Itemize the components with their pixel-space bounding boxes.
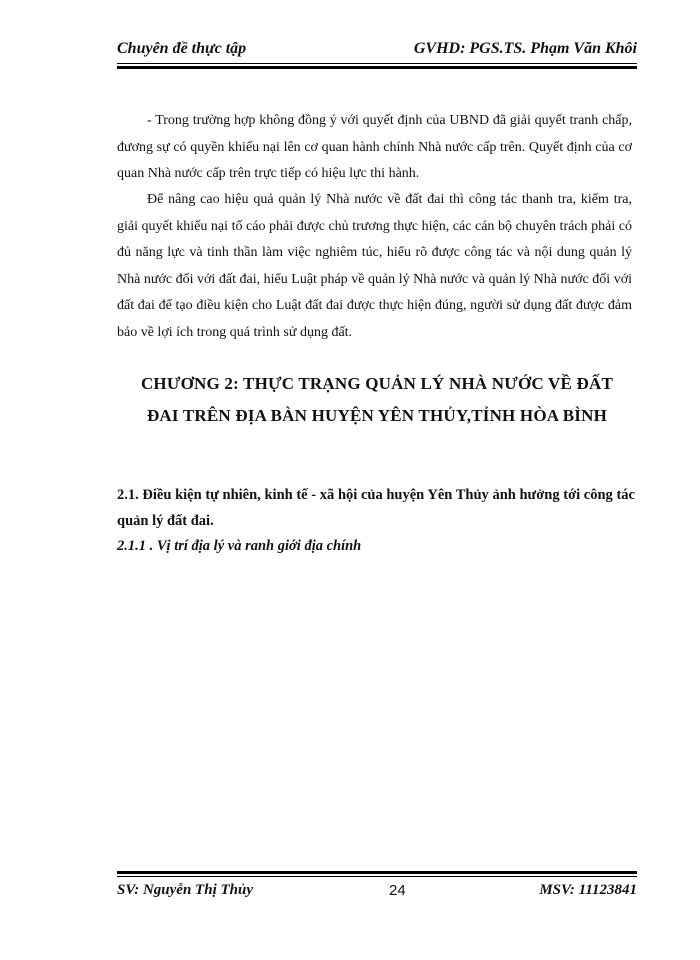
page-header (117, 40, 637, 62)
footer-student-name: SV: Nguyễn Thị Thủy (117, 882, 253, 898)
header-rule-thin (117, 63, 637, 64)
body-paragraph-2-block (117, 187, 632, 346)
chapter-heading-line-2: ĐAI TRÊN ĐỊA BÀN HUYỆN YÊN THỦY,TỈNH HÒA BÌNH (146, 406, 608, 425)
body-paragraph-1-block (117, 108, 632, 188)
page-footer (117, 882, 637, 904)
header-title: Chuyên đề thực tập (117, 40, 247, 57)
section-2-1-heading: 2.1. Điều kiện tự nhiên, kinh tế - xã hội của huyện Yên Thủy ảnh hưởng tới công tác quản lý đất đai. (117, 487, 635, 529)
body-paragraph-1: - Trong trường hợp không đồng ý với quyết định của UBND đã giải quyết tranh chấp, đương sự có quyền khiếu nại lên cơ quan hành chính Nhà nước cấp trên. Quyết định của cơ quan Nhà nước cấp trên trực tiếp có hiệu lực thi hành. (117, 113, 632, 181)
page-number: 24 (389, 882, 406, 899)
chapter-heading (117, 368, 637, 432)
header-supervisor: GVHD: PGS.TS. Phạm Văn Khôi (413, 40, 637, 57)
chapter-heading-line-1: CHƯƠNG 2: THỰC TRẠNG QUẢN LÝ NHÀ NƯỚC VỀ ĐẤT (140, 374, 614, 393)
footer-rule-thick (117, 871, 637, 874)
header-rule-thick (117, 66, 637, 69)
body-paragraph-2: Để nâng cao hiệu quả quản lý Nhà nước về đất đai thì công tác thanh tra, kiểm tra, giải quyết khiếu nại tố cáo phải được chủ trương thực hiện, các cán bộ chuyên trách phải có đủ năng lực và tinh thần làm việc nghiêm túc, hiểu rõ được công tác và nội dung quản lý Nhà nước đối với đất đai, hiểu Luật pháp về quản lý Nhà nước và quản lý Nhà nước đối với đất đai để tạo điều kiện cho Luật đất đai được thực hiện đúng, người sử dụng đất được đảm bảo về lợi ích trong quá trình sử dụng đất. (117, 192, 632, 340)
section-2-1-1-heading: 2.1.1 . Vị trí địa lý và ranh giới địa chính (117, 538, 362, 554)
footer-rule-thin (117, 876, 637, 877)
footer-student-id: MSV: 11123841 (539, 882, 637, 898)
